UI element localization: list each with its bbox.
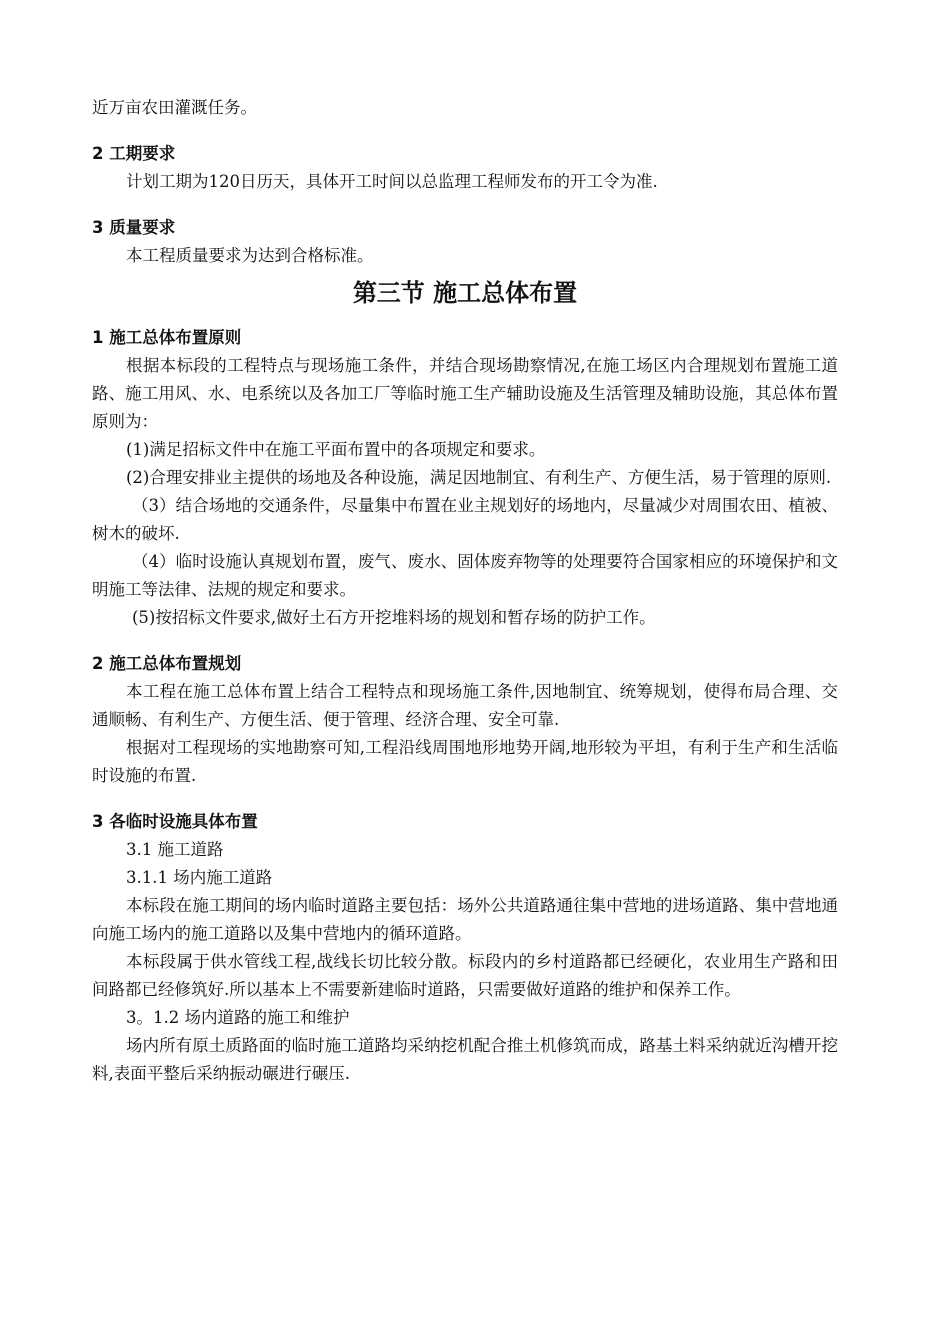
- paragraph-schedule: 计划工期为120日历天，具体开工时间以总监理工程师发布的开工令为准.: [126, 172, 658, 191]
- heading-plan: 2 施工总体布置规划: [92, 654, 242, 673]
- heading-schedule: 2 工期要求: [92, 144, 176, 163]
- paragraph-principle-6: (5)按招标文件要求,做好土石方开挖堆料场的规划和暂存场的防护工作。: [132, 608, 656, 627]
- heading-principle: 1 施工总体布置原则: [92, 328, 242, 347]
- paragraph-quality: 本工程质量要求为达到合格标准。: [126, 246, 374, 265]
- paragraph-plan-2: 根据对工程现场的实地勘察可知,工程沿线周围地形地势开阔,地形较为平坦，有利于生产和生活临时设施的布置.: [92, 738, 838, 785]
- paragraph-facility-3: 本标段在施工期间的场内临时道路主要包括：场外公共道路通往集中营地的进场道路、集中营地通向施工场内的施工道路以及集中营地内的循环道路。: [92, 896, 838, 943]
- heading-facility: 3 各临时设施具体布置: [92, 812, 258, 831]
- document-page: [92, 94, 838, 1088]
- heading-quality: 3 质量要求: [92, 218, 176, 237]
- section-title: 第三节 施工总体布置: [352, 279, 578, 307]
- paragraph-plan-1: 本工程在施工总体布置上结合工程特点和现场施工条件,因地制宜、统筹规划，使得布局合理、交通顺畅、有利生产、方便生活、便于管理、经济合理、安全可靠.: [92, 682, 838, 729]
- paragraph-facility-2: 3.1.1 场内施工道路: [126, 868, 273, 887]
- paragraph-principle-4: （3）结合场地的交通条件，尽量集中布置在业主规划好的场地内，尽量减少对周围农田、植被、树木的破坏.: [92, 496, 838, 543]
- paragraph-principle-5: （4）临时设施认真规划布置，废气、废水、固体废弃物等的处理要符合国家相应的环境保护和文明施工等法律、法规的规定和要求。: [92, 552, 838, 599]
- paragraph-facility-1: 3.1 施工道路: [126, 840, 224, 859]
- paragraph-facility-4: 本标段属于供水管线工程,战线长切比较分散。标段内的乡村道路都已经硬化，农业用生产路和田间路都已经修筑好.所以基本上不需要新建临时道路，只需要做好道路的维护和保养工作。: [92, 952, 838, 999]
- paragraph-intro: 近万亩农田灌溉任务。: [92, 98, 257, 117]
- paragraph-facility-5: 3。1.2 场内道路的施工和维护: [126, 1008, 350, 1027]
- paragraph-principle-3: (2)合理安排业主提供的场地及各种设施，满足因地制宜、有利生产、方便生活，易于管理的原则.: [126, 468, 832, 487]
- paragraph-principle-2: (1)满足招标文件中在施工平面布置中的各项规定和要求。: [126, 440, 546, 459]
- paragraph-facility-6: 场内所有原土质路面的临时施工道路均采纳挖机配合推土机修筑而成，路基土料采纳就近沟槽开挖料,表面平整后采纳振动碾进行碾压.: [92, 1036, 838, 1083]
- paragraph-principle-1: 根据本标段的工程特点与现场施工条件，并结合现场勘察情况,在施工场区内合理规划布置施工道路、施工用风、水、电系统以及各加工厂等临时施工生产辅助设施及生活管理及辅助设施，其总体布置原则为：: [92, 356, 838, 431]
